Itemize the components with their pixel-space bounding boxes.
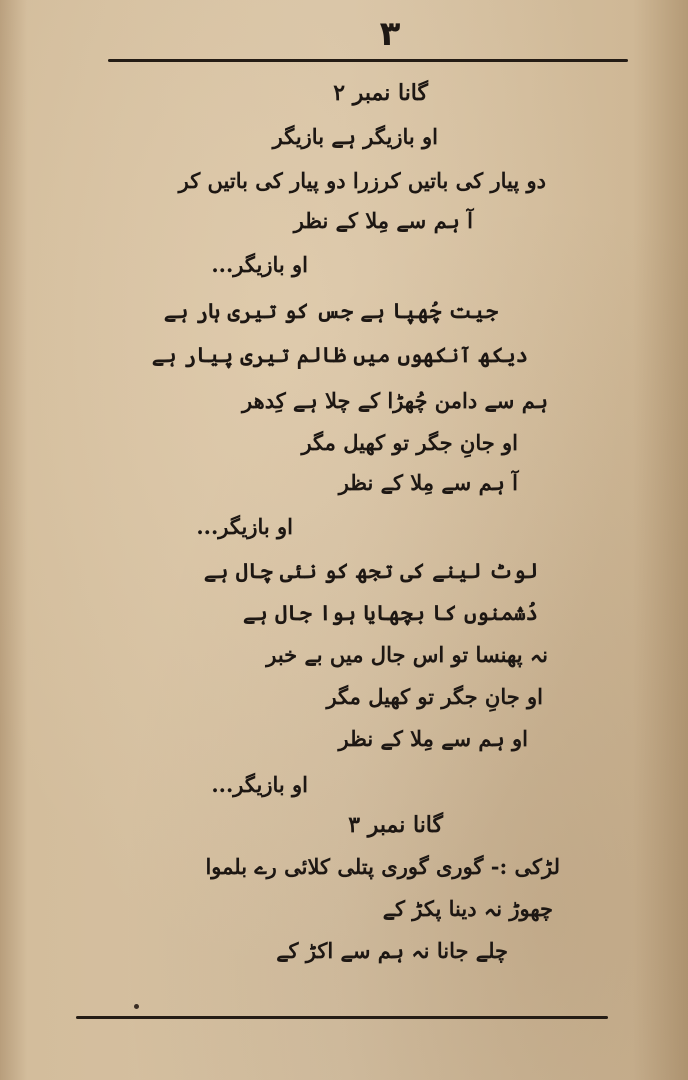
song-2-line-1: او بازیگر ہے بازیگر (272, 124, 438, 149)
song-2-line-10: او بازیگر... (196, 514, 293, 539)
song-2-line-4: او بازیگر... (211, 252, 308, 277)
song-2-line-11: لوٹ لینے کی تجھ کو نئی چال ہے (203, 558, 538, 583)
top-rule (108, 59, 628, 62)
song-2-line-2: دو پیار کی باتیں کرزرا دو پیار کی باتیں کر (178, 168, 546, 193)
song-3-line-2: چھوڑ نہ دینا پکڑ کے (382, 896, 553, 921)
song-2-line-7: ہم سے دامن چُھڑا کے چلا ہے کِدھر (242, 388, 548, 413)
ink-speck (134, 1004, 139, 1009)
bottom-rule (76, 1016, 608, 1019)
song-3-line-1: لڑکی :- گوری گوری پتلی کلائی رے بلموا (205, 854, 560, 879)
song-2-line-8: او جانِ جگر تو کھیل مگر (301, 430, 518, 455)
song-2-line-6: دیکھ آنکھوں میں ظالم تیری پیار ہے (151, 342, 528, 367)
page-number: ۳ (379, 14, 401, 54)
song-2-line-13: نہ پھنسا تو اس جال میں بے خبر (266, 642, 548, 667)
song-2-line-16: او بازیگر... (211, 772, 308, 797)
song-2-line-3: آ ہم سے مِلا کے نظر (293, 208, 473, 233)
song-2-line-15: او ہم سے مِلا کے نظر (338, 726, 528, 751)
song-3-heading: گانا نمبر ۳ (348, 812, 443, 838)
song-3-line-3: چلے جانا نہ ہم سے اکڑ کے (276, 938, 508, 963)
song-2-line-5: جیت چُھپا ہے جس کو تیری ہار ہے (163, 298, 498, 323)
song-2-line-14: او جانِ جگر تو کھیل مگر (326, 684, 543, 709)
song-2-line-12: دُشمنوں کا بچھایا ہوا جال ہے (243, 600, 538, 625)
song-2-line-9: آ ہم سے مِلا کے نظر (338, 470, 518, 495)
song-2-heading: گانا نمبر ۲ (333, 80, 428, 106)
